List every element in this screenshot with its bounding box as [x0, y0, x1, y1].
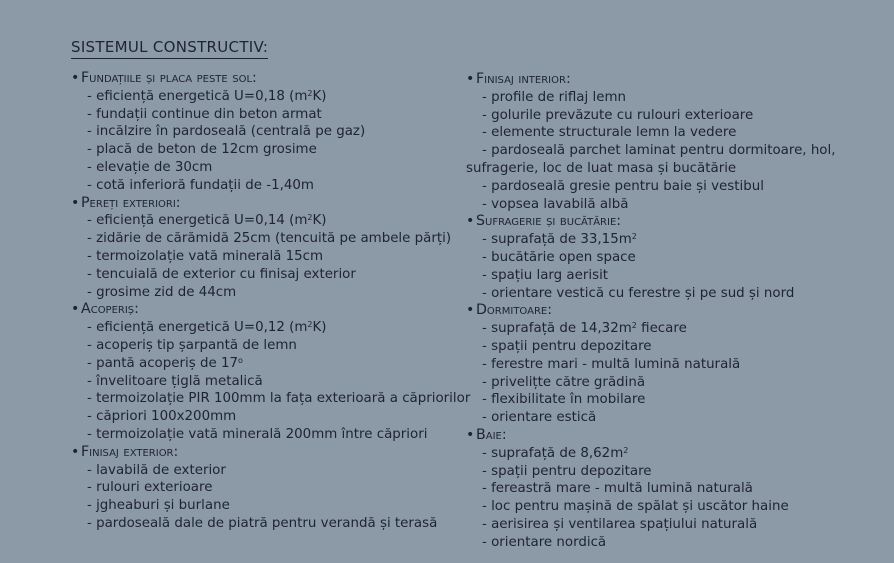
section: [71, 444, 466, 533]
list-item: [71, 230, 466, 248]
list-item-text: - profile de riflaj lemn: [482, 89, 626, 105]
list-item: [466, 338, 886, 356]
list-item: [466, 124, 886, 142]
bullet-icon: •: [466, 213, 475, 230]
list-item-text: - suprafață de 14,32m: [482, 321, 632, 337]
list-item: [71, 479, 466, 497]
bullet-icon: •: [466, 302, 475, 319]
list-item: [71, 426, 466, 444]
list-item-suffix: fiecare: [636, 321, 687, 337]
list-item-text: - eficiență energetică U=0,14 (m: [87, 213, 308, 229]
superscript: 2: [307, 88, 313, 98]
list-item-text: - flexibilitate în mobilare: [482, 392, 646, 408]
list-item: [71, 177, 466, 195]
list-item: [466, 480, 886, 498]
section-heading: [466, 302, 886, 320]
list-item-text: - fundații continue din beton armat: [87, 106, 322, 122]
bullet-icon: •: [466, 426, 475, 443]
section-heading-text: Pereți exteriori:: [81, 194, 181, 211]
list-item: [71, 284, 466, 302]
superscript: 2: [307, 213, 313, 223]
list-item-text: - termoizolație vată minerală 200mm între căpriori: [87, 426, 428, 442]
list-item: [71, 319, 466, 337]
list-item-text: - spații pentru depozitare: [482, 338, 652, 354]
list-item-text: - fereastră mare - multă lumină naturală: [482, 481, 753, 497]
section-heading: [71, 195, 466, 213]
section-heading-text: Dormitoare:: [476, 302, 553, 319]
list-item: [71, 88, 466, 106]
list-item-text: - grosime zid de 44cm: [87, 284, 237, 300]
list-item: [71, 390, 471, 408]
list-item: [71, 212, 466, 230]
list-item: [71, 123, 466, 141]
list-item-text: - eficiență energetică U=0,12 (m: [87, 320, 308, 336]
page-title: SISTEMUL CONSTRUCTIV:: [71, 38, 268, 59]
list-item: [71, 106, 466, 124]
list-item-suffix: K): [312, 213, 327, 229]
superscript: 2: [631, 232, 637, 242]
list-item-text: - suprafață de 33,15m: [482, 232, 632, 248]
list-item-text: - orientare vestică cu ferestre și pe sud și nord: [482, 285, 795, 301]
list-item-text: - elevație de 30cm: [87, 159, 213, 175]
list-item: [466, 196, 886, 214]
section: [71, 70, 466, 195]
superscript: o: [238, 355, 243, 365]
section-heading: [466, 213, 886, 231]
list-item-text: - acoperiș tip șarpantă de lemn: [87, 337, 297, 353]
superscript: 2: [307, 320, 313, 330]
section: [466, 427, 886, 552]
list-item-text: - pardoseală dale de piatră pentru verandă și terasă: [87, 515, 438, 531]
section: [466, 302, 886, 427]
section-heading: [71, 444, 466, 462]
section-heading-text: Baie:: [476, 426, 507, 443]
list-item: [466, 320, 886, 338]
list-item-text: - loc pentru mașină de spălat și uscător haine: [482, 499, 789, 515]
section: [466, 213, 886, 302]
section-heading-text: Fundațiile și placa peste sol:: [81, 70, 257, 86]
section-heading-text: Finisaj interior:: [476, 71, 571, 87]
list-item-text: - pardoseală gresie pentru baie și vestibul: [482, 178, 764, 194]
list-item: [71, 462, 466, 480]
list-item: [466, 409, 886, 427]
list-item: [71, 159, 466, 177]
section-heading-text: Finisaj exterior:: [81, 443, 179, 460]
list-item-continuation: sufragerie, loc de luat masa și bucătărie: [466, 160, 737, 176]
list-item: [466, 391, 886, 409]
list-item-text: - termoizolație vată minerală 15cm: [87, 248, 324, 264]
section-heading-text: Sufragerie și bucătărie:: [476, 213, 622, 230]
list-item-text: - orientare estică: [482, 410, 597, 426]
list-item: [466, 463, 886, 481]
list-item-text: - suprafață de 8,62m: [482, 445, 624, 461]
list-item: [71, 373, 466, 391]
list-item-text: - privelițte către grădină: [482, 374, 646, 390]
list-item: [466, 231, 886, 249]
list-item-text: - învelitoare țiglă metalică: [87, 373, 263, 389]
list-item: [466, 498, 886, 516]
list-item: [466, 89, 886, 107]
list-item: [466, 107, 886, 125]
list-item-text: - termoizolație PIR 100mm la fața exterioară a căpriorilor: [87, 391, 471, 407]
list-item: [466, 516, 886, 534]
list-item-text: - lavabilă de exterior: [87, 462, 226, 478]
section-heading: [71, 70, 466, 88]
list-item-text: - pantă acoperiș de 17: [87, 355, 238, 371]
section: [71, 301, 471, 443]
list-item-text: - spațiu larg aerisit: [482, 267, 609, 283]
section-heading: [466, 427, 886, 445]
list-item-text: - rulouri exterioare: [87, 480, 213, 496]
list-item-text: - spații pentru depozitare: [482, 463, 652, 479]
list-item-text: - jgheaburi și burlane: [87, 498, 230, 514]
list-item-text: - vopsea lavabilă albă: [482, 196, 629, 212]
list-item: [71, 497, 466, 515]
section: [466, 71, 886, 213]
list-item: [466, 374, 886, 392]
list-item-text: - placă de beton de 12cm grosime: [87, 142, 317, 158]
list-item-text: - elemente structurale lemn la vedere: [482, 125, 737, 141]
list-item-text: - căpriori 100x200mm: [87, 409, 237, 425]
right-column: [466, 71, 886, 552]
superscript: 2: [631, 321, 637, 331]
list-item: [466, 142, 886, 178]
section: [71, 195, 466, 302]
list-item: [466, 285, 886, 303]
list-item-text: - aerisirea și ventilarea spațiului naturală: [482, 516, 758, 532]
list-item: [71, 408, 466, 426]
section-heading: [466, 71, 886, 89]
section-heading: [71, 301, 466, 319]
list-item-text: - bucătărie open space: [482, 249, 636, 265]
list-item-text: - cotă inferioră fundații de -1,40m: [87, 177, 314, 193]
list-item-text: - eficiență energetică U=0,18 (m: [87, 88, 308, 104]
list-item: [466, 178, 886, 196]
list-item-text: - zidărie de cărămidă 25cm (tencuită pe ambele părți): [87, 231, 452, 247]
list-item: [71, 515, 466, 533]
list-item: [466, 249, 886, 267]
list-item-text: - golurile prevăzute cu rulouri exterioare: [482, 107, 754, 123]
bullet-icon: •: [71, 194, 80, 211]
list-item-suffix: K): [312, 88, 327, 104]
list-item-text: - tencuială de exterior cu finisaj exterior: [87, 266, 356, 282]
list-item-text: - incălzire în pardoseală (centrală pe gaz): [87, 124, 366, 140]
bullet-icon: •: [71, 301, 80, 318]
list-item: [466, 445, 886, 463]
bullet-icon: •: [71, 70, 80, 86]
bullet-icon: •: [466, 71, 475, 87]
list-item: [71, 248, 466, 266]
left-column: [71, 70, 471, 533]
list-item-suffix: K): [312, 320, 327, 336]
superscript: 2: [623, 445, 629, 455]
list-item: [71, 266, 466, 284]
list-item: [71, 337, 466, 355]
list-item: [466, 356, 886, 374]
list-item: [71, 141, 466, 159]
bullet-icon: •: [71, 443, 80, 460]
section-heading-text: Acoperiș:: [81, 301, 139, 318]
list-item: [466, 534, 886, 552]
list-item-text: - orientare nordică: [482, 534, 607, 550]
list-item-text: - ferestre mari - multă lumină naturală: [482, 356, 741, 372]
list-item-text: - pardoseală parchet laminat pentru dormitoare, hol,: [482, 143, 836, 159]
list-item: [466, 267, 886, 285]
list-item: [71, 355, 466, 373]
